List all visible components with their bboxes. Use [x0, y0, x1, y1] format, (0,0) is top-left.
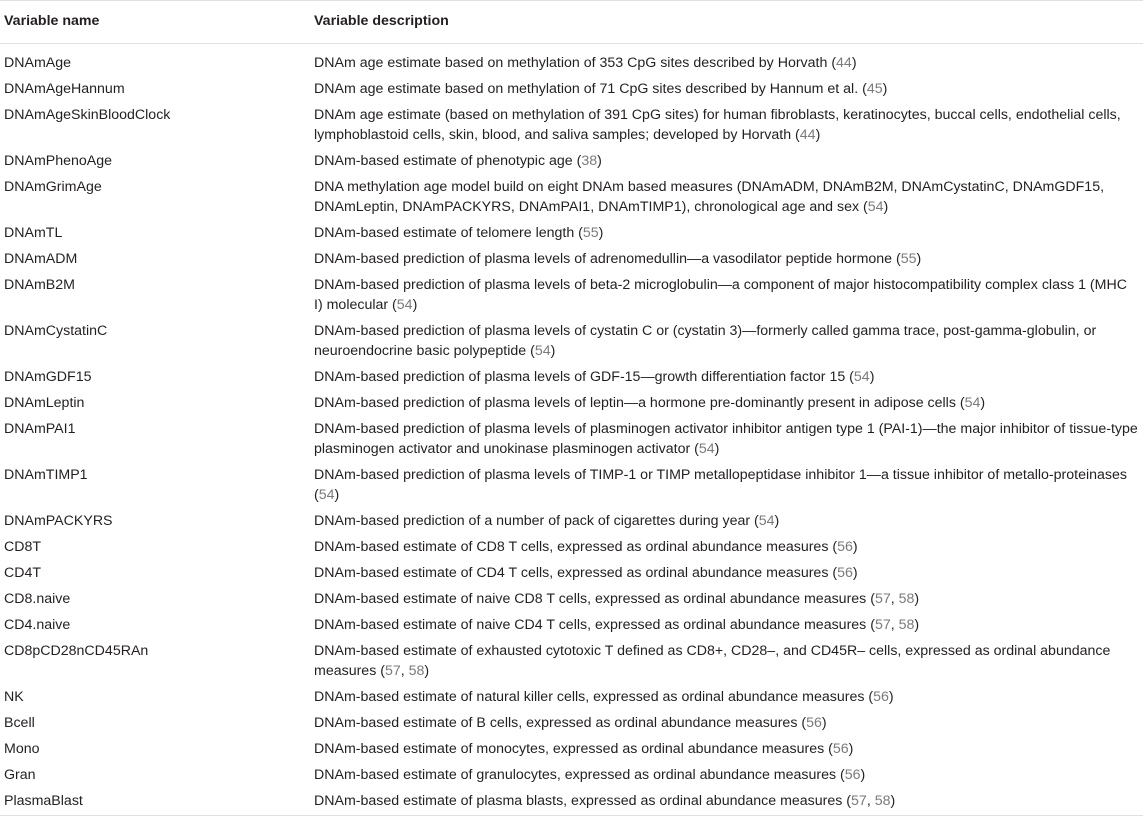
variable-name-cell: Gran [4, 767, 36, 783]
variable-name-cell: DNAmPhenoAge [4, 153, 113, 169]
variable-name-cell: DNAmCystatinC [4, 323, 108, 339]
description-text: DNAm-based prediction of plasma levels of leptin—a hormone pre-dominantly present in adipose cells ( [314, 395, 965, 411]
table-row [0, 788, 1143, 816]
table-row [0, 684, 1143, 710]
description-text: ) [334, 487, 340, 503]
description-text: , [890, 591, 899, 607]
table-body [0, 44, 1143, 816]
table-row [0, 736, 1143, 762]
variable-name-cell: DNAmPACKYRS [4, 513, 113, 529]
citation-link[interactable]: 54 [698, 441, 715, 457]
description-text: , [400, 663, 409, 679]
variable-name-cell: Bcell [4, 715, 35, 731]
citation-link[interactable]: 57 [851, 793, 867, 809]
variable-name-cell: DNAmLeptin [4, 395, 85, 411]
description-text: DNAm-based estimate of plasma blasts, expressed as ordinal abundance measures ( [314, 793, 852, 809]
variable-description-cell [310, 102, 1143, 148]
description-text: ) [714, 441, 720, 457]
citation-link[interactable]: 38 [581, 153, 598, 169]
description-text: DNA methylation age model build on eight DNAm based measures (DNAmADM, DNAmB2M, DNAmCystatinC, DNAmGDF15, DNAmLeptin, DNAmPACKYRS, DNAmPAI1, DNAmTIMP1), chronological age and sex ( [314, 179, 1105, 215]
variable-description-cell [310, 710, 1143, 736]
description-text: DNAm-based estimate of naive CD4 T cells, expressed as ordinal abundance measures ( [314, 617, 875, 633]
variable-name-cell: DNAmPAI1 [4, 421, 76, 437]
table-row [0, 174, 1143, 220]
variable-name-cell: DNAmAgeSkinBloodClock [4, 107, 171, 123]
variable-name-cell: DNAmAge [4, 55, 72, 71]
variable-name-cell: CD4.naive [4, 617, 71, 633]
variable-description-cell [310, 762, 1143, 788]
table-row [0, 416, 1143, 462]
description-text: DNAm-based prediction of a number of pack of cigarettes during year ( [314, 513, 759, 529]
description-text: DNAm-based estimate of CD8 T cells, expressed as ordinal abundance measures ( [314, 539, 838, 555]
table-row [0, 638, 1143, 684]
citation-link[interactable]: 58 [408, 663, 425, 679]
citation-link[interactable]: 44 [836, 55, 852, 71]
citation-link[interactable]: 56 [837, 539, 853, 555]
description-text: ) [860, 767, 866, 783]
description-text: DNAm-based estimate of granulocytes, expressed as ordinal abundance measures ( [314, 767, 845, 783]
table-row [0, 508, 1143, 534]
table-row [0, 462, 1143, 508]
variable-description-cell [310, 76, 1143, 102]
description-text: ) [980, 395, 986, 411]
description-text: DNAm-based estimate of CD4 T cells, expressed as ordinal abundance measures ( [314, 565, 838, 581]
description-text: ) [888, 689, 894, 705]
table-row [0, 364, 1143, 390]
variable-name-cell: DNAmTIMP1 [4, 467, 88, 483]
table-row [0, 762, 1143, 788]
description-text: DNAm age estimate based on methylation of 71 CpG sites described by Hannum et al. ( [314, 81, 867, 97]
citation-link[interactable]: 54 [964, 395, 981, 411]
variable-description-cell [310, 638, 1143, 684]
citation-link[interactable]: 56 [844, 767, 861, 783]
description-text: ) [424, 663, 430, 679]
variable-name-cell: DNAmAgeHannum [4, 81, 125, 97]
variable-description-cell [310, 586, 1143, 612]
variable-description-cell [310, 416, 1143, 462]
description-text: , [866, 793, 875, 809]
description-text: DNAm-based estimate of natural killer cells, expressed as ordinal abundance measures ( [314, 689, 874, 705]
citation-link[interactable]: 55 [900, 251, 917, 267]
description-text: DNAm-based estimate of monocytes, expressed as ordinal abundance measures ( [314, 741, 833, 757]
table-row [0, 220, 1143, 246]
description-text: ) [882, 81, 888, 97]
header-variable-description: Variable description [310, 1, 1143, 44]
variable-description-cell [310, 462, 1143, 508]
table-row [0, 318, 1143, 364]
description-text: DNAm-based prediction of plasma levels of adrenomedullin—a vasodilator peptide hormone ( [314, 251, 901, 267]
citation-link[interactable]: 56 [806, 715, 822, 731]
citation-link[interactable]: 57 [874, 591, 891, 607]
description-text: DNAm-based estimate of exhausted cytotoxic T defined as CD8+, CD28–, and CD45R– cells, expressed as ordinal abundance measures ( [314, 643, 1111, 679]
description-text: DNAm-based prediction of plasma levels of cystatin C or (cystatin 3)—formerly called gamma trace, post-gamma-globulin, or neuroendocrine basic polypeptide ( [314, 323, 1097, 359]
citation-link[interactable]: 54 [853, 369, 870, 385]
description-text: DNAm-based estimate of naive CD8 T cells, expressed as ordinal abundance measures ( [314, 591, 875, 607]
variable-name-cell: CD4T [4, 565, 42, 581]
table-row [0, 586, 1143, 612]
citation-link[interactable]: 54 [758, 513, 775, 529]
variable-description-cell [310, 318, 1143, 364]
variable-description-cell [310, 684, 1143, 710]
table-row [0, 534, 1143, 560]
variable-description-cell [310, 174, 1143, 220]
variable-name-cell: CD8pCD28nCD45RAn [4, 643, 149, 659]
variable-name-cell: PlasmaBlast [0, 788, 310, 816]
table-row [0, 612, 1143, 638]
citation-link[interactable]: 56 [832, 741, 849, 757]
variable-name-cell: DNAmB2M [4, 277, 75, 293]
citation-link[interactable]: 56 [837, 565, 853, 581]
table-row [0, 246, 1143, 272]
citation-link[interactable]: 54 [396, 297, 413, 313]
header-row [0, 1, 1143, 44]
variable-description-cell [310, 44, 1143, 77]
variable-description-cell [310, 246, 1143, 272]
description-text: ) [815, 127, 821, 143]
variable-description-cell [310, 736, 1143, 762]
description-text: ) [597, 153, 602, 169]
variable-name-cell: DNAmADM [4, 251, 78, 267]
variable-description-cell [310, 220, 1143, 246]
variable-name-cell: NK [4, 689, 24, 705]
variable-name-cell: DNAmGrimAge [4, 179, 102, 195]
table-row [0, 76, 1143, 102]
header-variable-name: Variable name [0, 1, 310, 44]
description-text: DNAm-based estimate of telomere length ( [314, 225, 583, 241]
variable-name-cell: CD8.naive [4, 591, 71, 607]
variable-name-cell: DNAmTL [4, 225, 63, 241]
description-text: DNAm age estimate (based on methylation of 391 CpG sites) for human fibroblasts, keratinocytes, buccal cells, endothelial cells, lymphoblastoid cells, skin, blood, and saliva samples; developed by Horvath ( [314, 107, 1121, 143]
description-text: DNAm-based prediction of plasma levels of plasminogen activator inhibitor antigen type 1 (PAI-1)—the major inhibitor of tissue-type plasminogen activator and unokinase plasminogen activator ( [314, 421, 1138, 457]
citation-link[interactable]: 58 [898, 617, 915, 633]
description-text: ) [848, 741, 854, 757]
citation-link[interactable]: 57 [384, 663, 401, 679]
description-text: ) [774, 513, 780, 529]
description-text: DNAm-based estimate of B cells, expressed as ordinal abundance measures ( [314, 715, 807, 731]
citation-link[interactable]: 57 [874, 617, 891, 633]
variable-description-cell [310, 364, 1143, 390]
table-row [0, 560, 1143, 586]
description-text: DNAm-based prediction of plasma levels of GDF-15—growth differentiation factor 15 ( [314, 369, 854, 385]
description-text: ) [550, 343, 556, 359]
citation-link[interactable]: 54 [867, 199, 884, 215]
description-text: DNAm-based estimate of phenotypic age ( [314, 153, 582, 169]
variable-description-cell [310, 612, 1143, 638]
description-text: ) [852, 539, 858, 555]
description-text: ) [890, 793, 896, 809]
description-text: ) [852, 565, 858, 581]
table-row [0, 148, 1143, 174]
description-text: , [890, 617, 899, 633]
description-text: ) [916, 251, 922, 267]
description-text: ) [869, 369, 875, 385]
variable-name-cell: Mono [4, 741, 40, 757]
table-row [0, 102, 1143, 148]
description-text: DNAm-based prediction of plasma levels of beta-2 microglobulin—a component of major histocompatibility complex class 1 (MHC I) molecular ( [314, 277, 1127, 313]
description-text: ) [914, 617, 920, 633]
variable-description-cell [310, 508, 1143, 534]
citation-link[interactable]: 45 [866, 81, 883, 97]
description-text: DNAm-based prediction of plasma levels of TIMP-1 or TIMP metallopeptidase inhibitor 1—a tissue inhibitor of metallo-proteinases ( [314, 467, 1128, 503]
citation-link[interactable]: 44 [799, 127, 816, 143]
variable-name-cell: DNAmGDF15 [4, 369, 92, 385]
variable-description-cell [310, 788, 1143, 816]
description-text: ) [914, 591, 920, 607]
description-text: ) [598, 225, 604, 241]
citation-link[interactable]: 58 [898, 591, 915, 607]
citation-link[interactable]: 56 [873, 689, 889, 705]
variable-description-cell [310, 272, 1143, 318]
variable-description-cell [310, 148, 1143, 174]
citation-link[interactable]: 54 [534, 343, 551, 359]
variable-name-cell: CD8T [4, 539, 42, 555]
table-row [0, 44, 1143, 77]
table-row [0, 710, 1143, 736]
table-row [0, 272, 1143, 318]
description-text: ) [851, 55, 857, 71]
citation-link[interactable]: 54 [318, 487, 335, 503]
description-text: ) [821, 715, 827, 731]
variable-description-cell [310, 390, 1143, 416]
description-text: DNAm age estimate based on methylation of 353 CpG sites described by Horvath ( [314, 55, 837, 71]
variable-description-cell [310, 560, 1143, 586]
table-row [0, 390, 1143, 416]
citation-link[interactable]: 58 [874, 793, 891, 809]
variable-description-cell [310, 534, 1143, 560]
description-text: ) [412, 297, 418, 313]
description-text: ) [883, 199, 889, 215]
citation-link[interactable]: 55 [582, 225, 599, 241]
